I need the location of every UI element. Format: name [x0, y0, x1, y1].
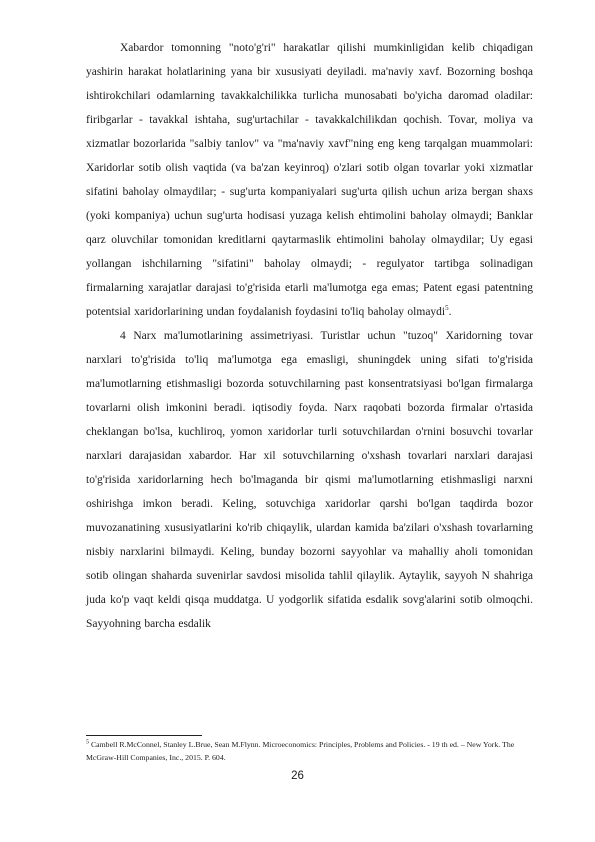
document-body — [86, 36, 533, 636]
footnote-reference[interactable]: 5 — [445, 304, 449, 313]
paragraph-text: 4 Narx ma'lumotlarining assimetriyasi. Turistlar uchun "tuzoq" Xaridorning tovar narxlari to'g'risida to'liq ma'lumotga ega emasligi, shuningdek uning sifati to'g'risida ma'lumotlarning etishmasligi bozorda sotuvchilarning past konsentratsiyasi bo'lgan firmalarga tovarlarni olish imkonini beradi. iqtisodiy foyda. Narx raqobati bozorda firmalar o'rtasida cheklangan bo'lsa, kuchliroq, yomon xaridorlar turli sotuvchilardan o'rnini bosuvchi tovarlar narxlari darajasidan xabardor. Har xil sotuvchilarning o'xshash tovarlari narxlari darajasi to'g'risida xaridorlarning hech bo'lmaganda bir qismi ma'lumotlarning etishmasligi narxni oshirishga imkon beradi. Keling, sotuvchiga xaridorlar qarshi bo'lgan taqdirda bozor muvozanatining xususiyatlarini ko'rib chiqaylik, ulardan kamida ba'zilari o'xshash tovarlarning nisbiy narxlarini bilmaydi. Keling, bunday bozorni sayyohlar va mahalliy aholi tomonidan sotib olingan shaharda suvenirlar savdosi misolida tahlil qilaylik. Aytaylik, sayyoh N shahriga juda ko'p vaqt keldi qisqa muddatga. U yodgorlik sifatida esdalik sovg'alarini sotib olmoqchi. Sayyohning barcha esdalik — [86, 330, 533, 630]
page-number: 26 — [291, 770, 304, 782]
paragraph-price-asymmetry — [86, 324, 533, 636]
paragraph-moral-hazard: Xabardor tomonning "noto'g'ri" harakatlar qilishi mumkinligidan kelib chiqadigan yashirin harakat holatlarining yana bir xususiyati deyiladi. ma'naviy xavf. Bozorning boshqa ishtirokchilari odamlarning tavakkalchilikka turlicha munosabati bo'yicha daromad oladilar: firibgarlar - tavakkal ishtaha, sug'urtachilar - tavakkalchilikdan qochish. Tovar, moliya va xizmatlar bozorlarida "salbiy tanlov" va "ma'naviy xavf"ning eng keng tarqalgan muammolari: Xaridorlar sotib olish vaqtida (va ba'zan keyinroq) o'zlari sotib olgan tovarlar yoki xizmatlar sifatini baholay olmaydilar; - sug'urta kompaniyalari sug'urta qilish uchun ariza bergan shaxs (yoki kompaniya) uchun sug'urta hodisasi yuzaga kelish ehtimolini baholay olmaydi; Banklar qarz oluvchilar tomonidan kreditlarni qaytarmaslik ehtimolini baholay olmaydilar; Uy egasi yollangan ishchilarning "sifatini" baholay olmaydi; - regulyator tartibga solinadigan firmalarning xarajatlar darajasi to'g'risida etarli ma'lumotga ega emas; Patent egasi patentning potentsial xaridorlarining undan foydalanish foydasini to'liq baholay olmaydi$^5$. — [86, 42, 533, 318]
paragraph-text: Xabardor tomonning "noto'g'ri" harakatlar qilishi mumkinligidan kelib chiqadigan yashirin harakat holatlarining yana bir xususiyati deyiladi. ma'naviy xavf. Bozorning boshqa ishtirokchilari odamlarning tavakkalchilikka turlicha munosabati bo'yicha daromad oladilar: firibgarlar - tavakkal ishtaha, sug'urtachilar - tavakkalchilikdan qochish. Tovar, moliya va xizmatlar bozorlarida "salbiy tanlov" va "ma'naviy xavf"ning eng keng tarqalgan muammolari: Xaridorlar sotib olish vaqtida (va ba'zan keyinroq) o'zlari sotib olgan tovarlar yoki xizmatlar sifatini baholay olmaydilar; - sug'urta kompaniyalari sug'urta qilish uchun ariza bergan shaxs (yoki kompaniya) uchun sug'urta hodisasi yuzaga kelish ehtimolini baholay olmaydi; Banklar qarz oluvchilar tomonidan kreditlarni qaytarmaslik ehtimolini baholay olmaydilar; Uy egasi yollangan ishchilarning "sifatini" baholay olmaydi; - regulyator tartibga solinadigan firmalarning xarajatlar darajasi to'g'risida etarli ma'lumotga ega emas; Patent egasi patentning potentsial xaridorlarining undan foydalanish foydasini to'liq baholay olmaydi — [86, 42, 533, 318]
footnote-divider — [86, 735, 202, 736]
footnote-text: Cambell R.McConnel, Stanley L.Brue, Sean M.Flynn. Microeconomics: Principles, Problems and Policies. - 19 th ed. – New York. The McGraw-Hill Companies, Inc., 2015. P. 604. — [86, 740, 515, 762]
footnote-number: 5 — [86, 739, 89, 746]
footnote — [86, 738, 533, 764]
